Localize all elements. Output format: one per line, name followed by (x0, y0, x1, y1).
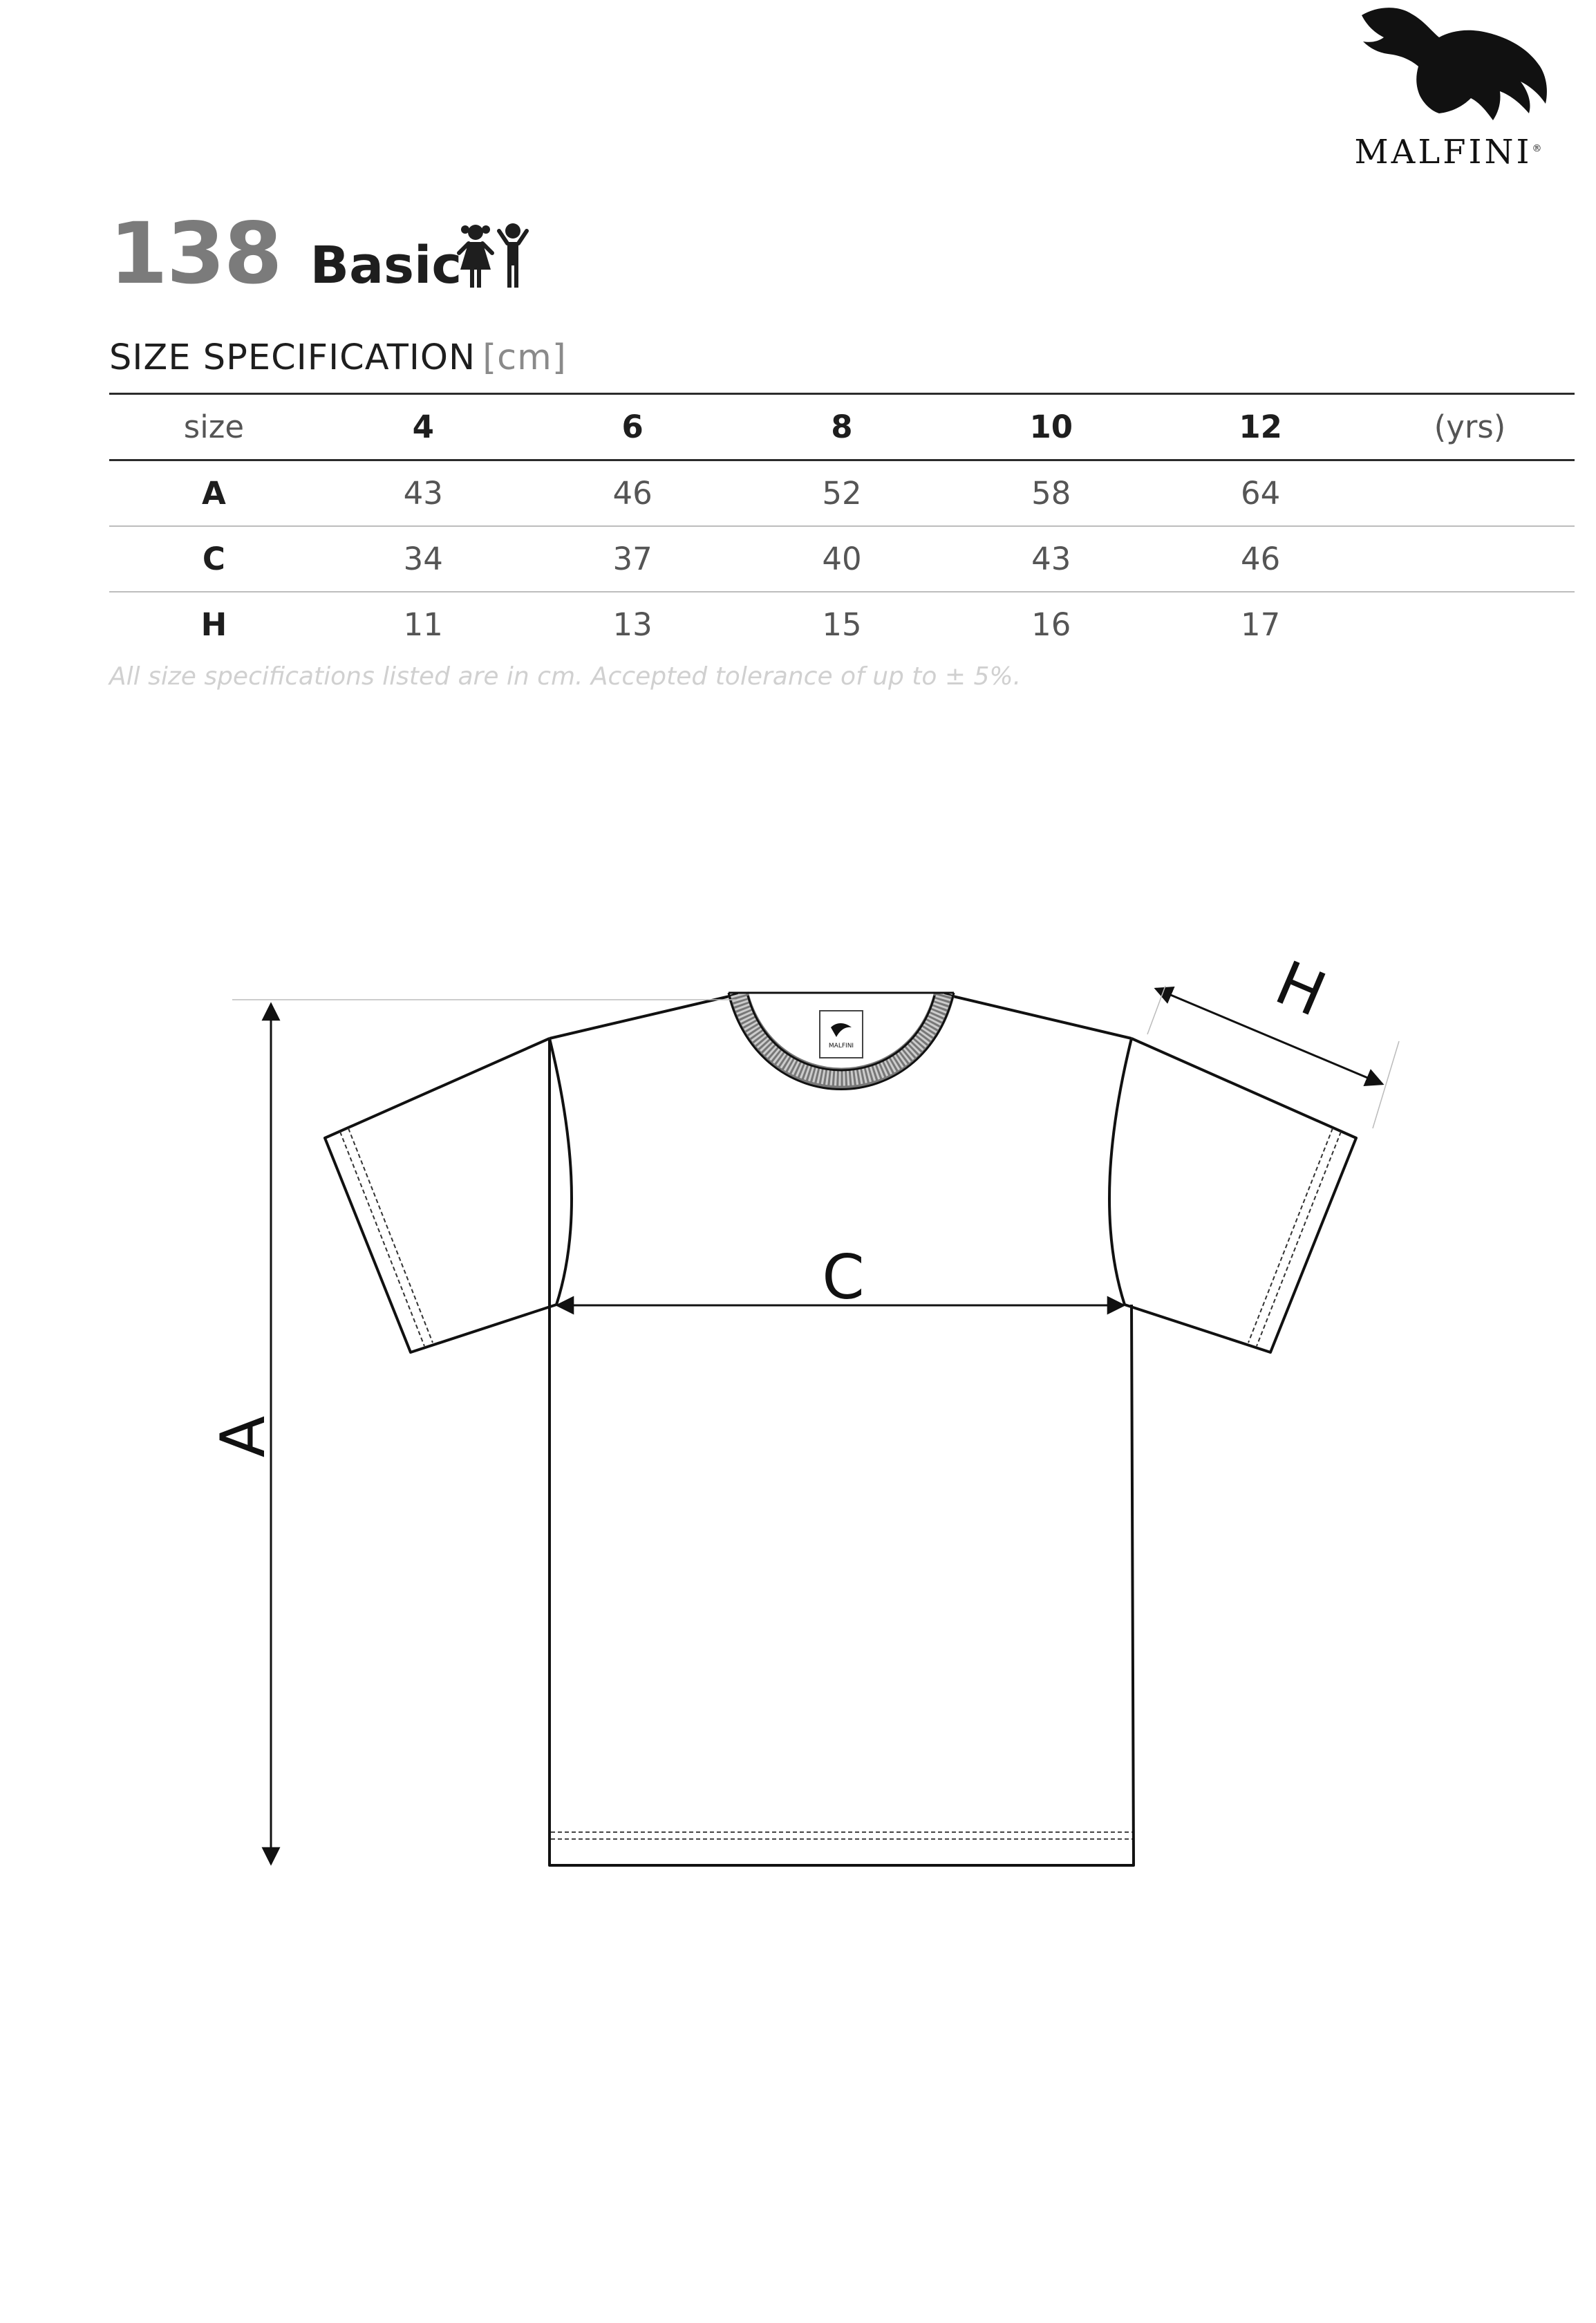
measurement-lines (271, 989, 1382, 1864)
label-h: H (1266, 946, 1336, 1031)
table-cell: 34 (319, 526, 528, 592)
table-cell: 37 (528, 526, 738, 592)
table-cell: 46 (1156, 526, 1365, 592)
measure-h-line (1156, 989, 1382, 1084)
header-size: size (109, 394, 319, 460)
table-cell: 13 (612, 606, 653, 643)
header-size-12: 12 (1156, 394, 1365, 460)
size-spec-heading: SIZE SPECIFICATION [cm] (109, 337, 567, 378)
neck-tag (820, 1011, 863, 1058)
neck-tag-label: MALFINI (828, 1043, 854, 1049)
label-c: C (822, 1242, 865, 1313)
table-cell: 58 (946, 460, 1156, 527)
table-cell: 15 (822, 606, 862, 643)
header-size-4: 4 (319, 394, 528, 460)
table-cell: 17 (1241, 606, 1281, 643)
header-size-10: 10 (946, 394, 1156, 460)
table-cell: 16 (1031, 606, 1071, 643)
model-number: 138 (109, 205, 281, 303)
table-cell: 64 (1156, 460, 1365, 527)
brand-name: MALFINI® (1354, 133, 1542, 171)
table-cell: 11 (403, 606, 443, 643)
tshirt-outline (325, 994, 1356, 1865)
tolerance-note: All size specifications listed are in cm. Accepted tolerance of up to ± 5%. (109, 662, 1022, 691)
table-cell: 40 (738, 526, 947, 592)
table-cell: 43 (319, 460, 528, 527)
hem-stitching (551, 1832, 1132, 1839)
table-cell: 43 (946, 526, 1156, 592)
table-cell: 52 (738, 460, 947, 527)
guide-lines (232, 986, 1399, 1128)
label-a: A (207, 1415, 279, 1458)
header-size-8: 8 (738, 394, 947, 460)
model-name: Basic (310, 236, 462, 295)
row-label: H (200, 606, 227, 643)
table-cell: 46 (528, 460, 738, 527)
row-label: C (109, 526, 319, 592)
unit-label: [cm] (482, 337, 567, 378)
sleeve-stitching (340, 1128, 1341, 1346)
header-size-6: 6 (528, 394, 738, 460)
row-label: A (109, 460, 319, 527)
header-yrs: (yrs) (1365, 394, 1575, 460)
